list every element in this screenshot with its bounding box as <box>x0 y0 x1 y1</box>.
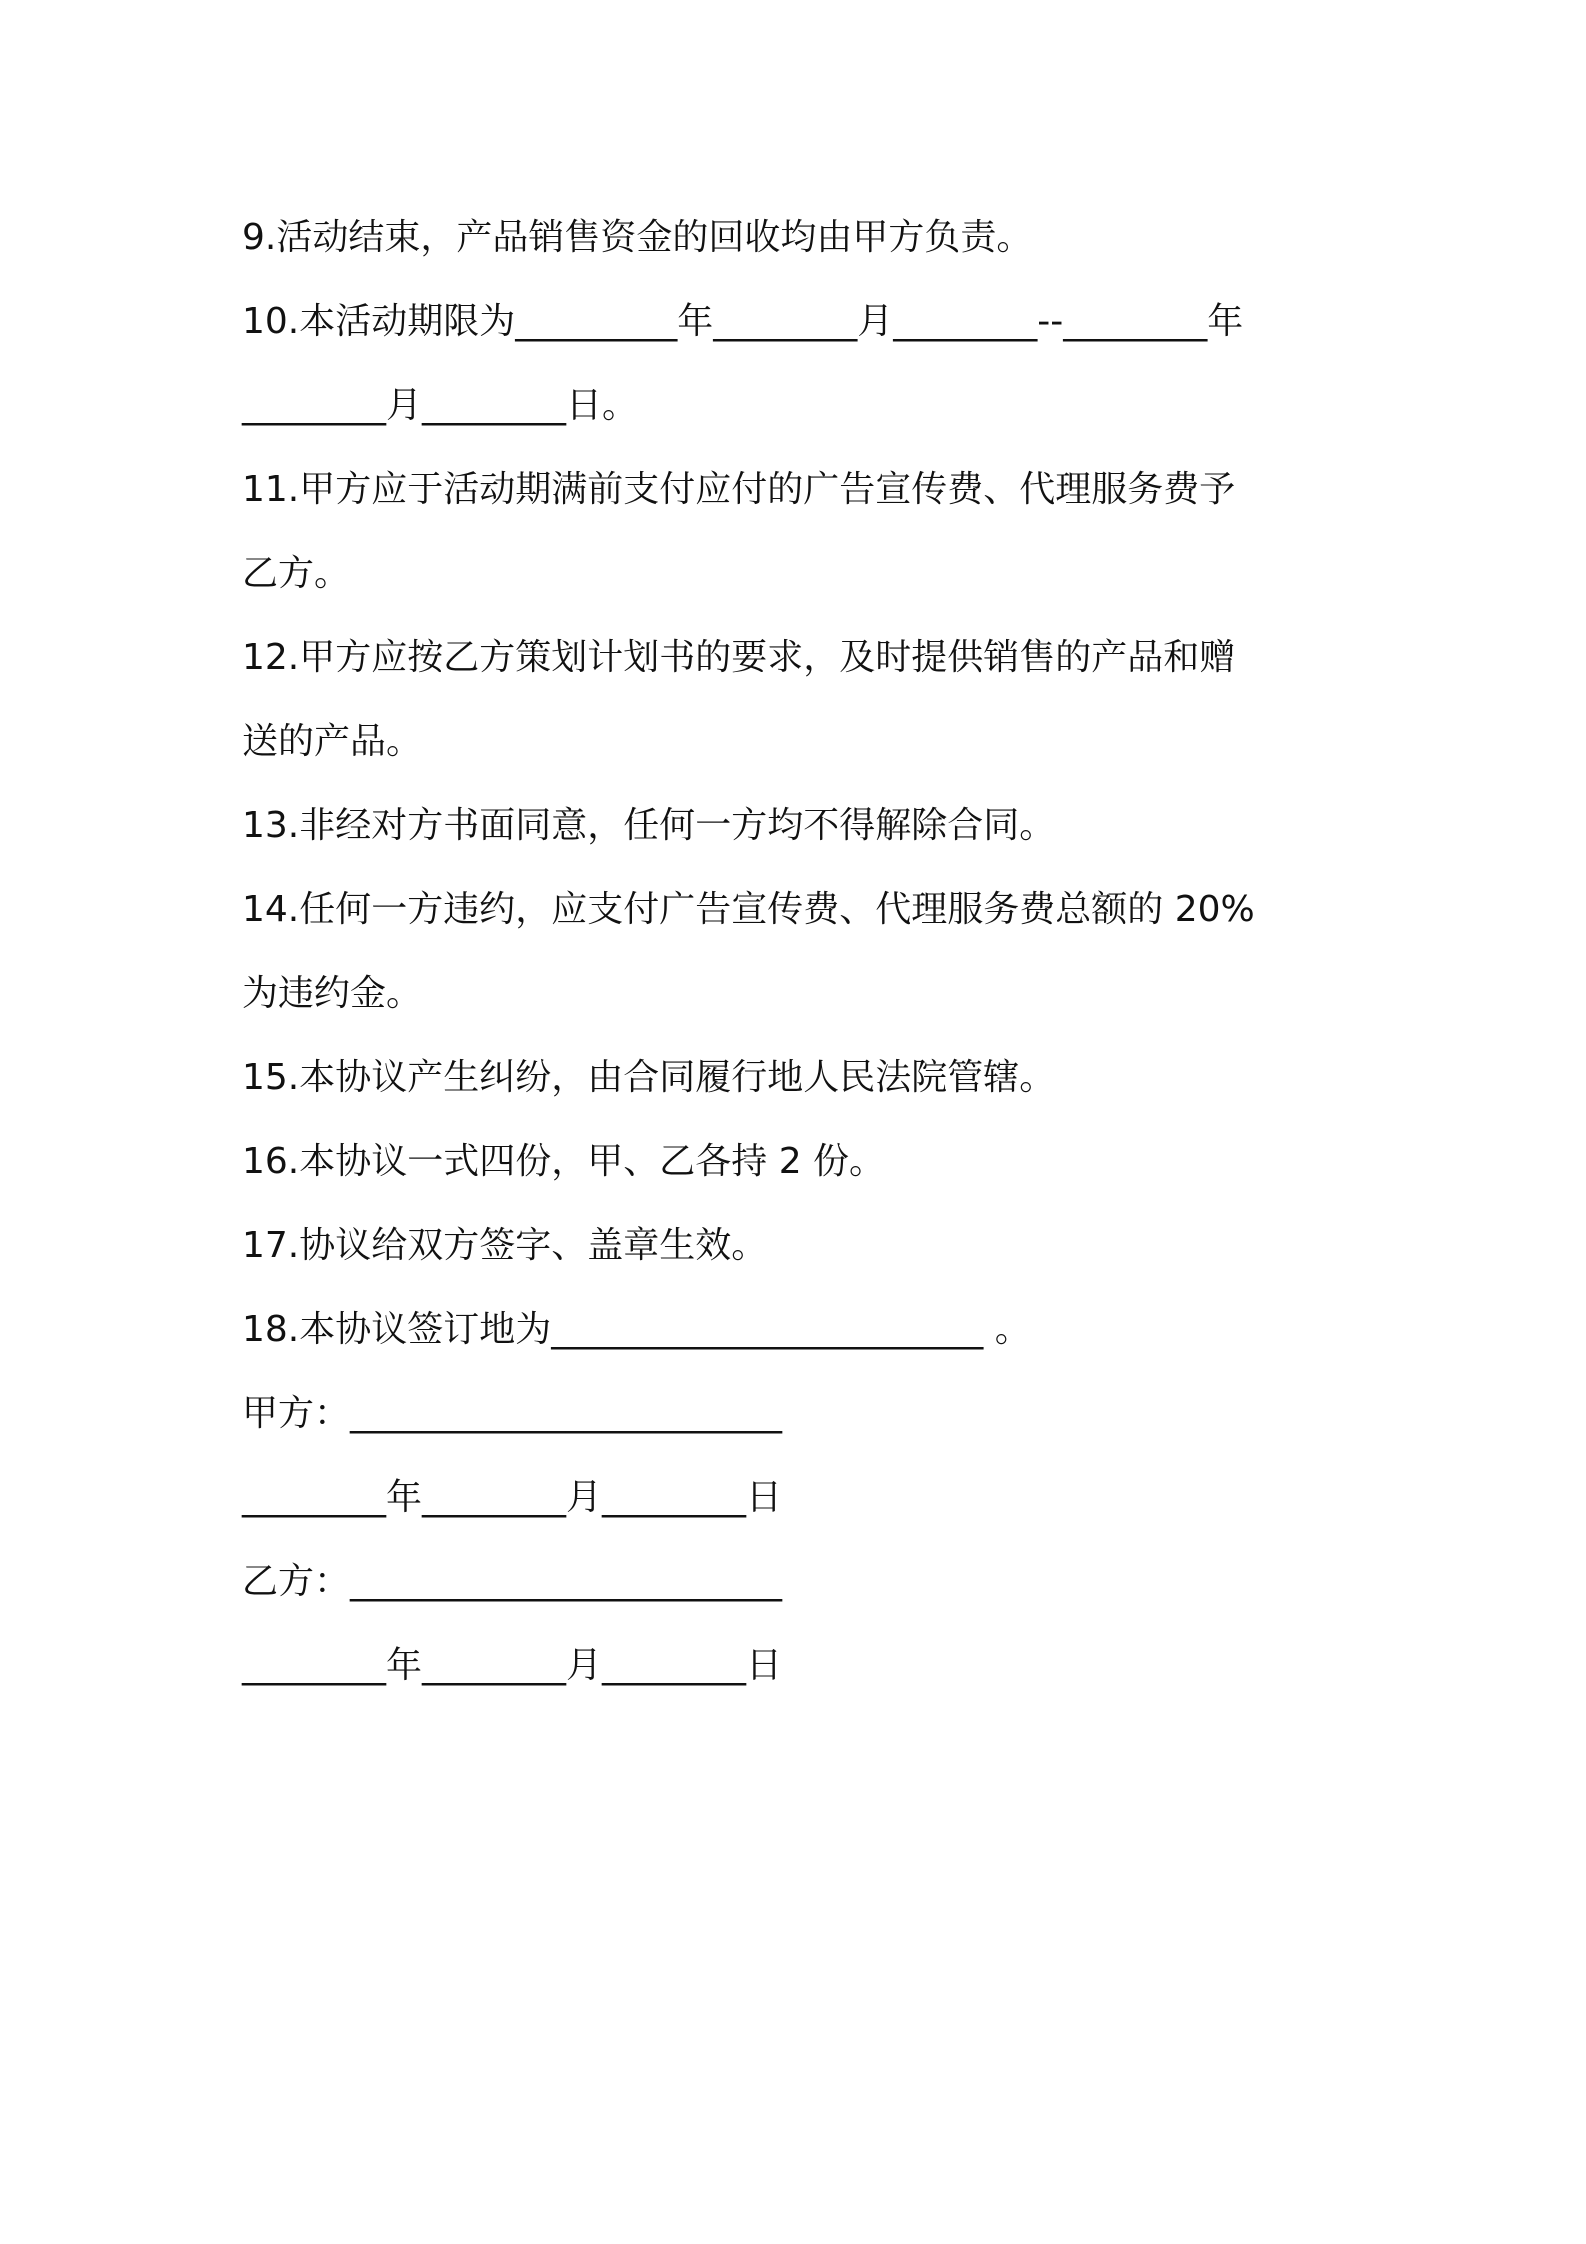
clause-14-line-1: 14.任何一方违约，应支付广告宣传费、代理服务费总额的 20% <box>242 889 1255 930</box>
clause-9: 9.活动结束，产品销售资金的回收均由甲方负责。 <box>242 217 1033 258</box>
clause-12-line-2: 送的产品。 <box>242 721 423 762</box>
clause-12-line-1: 12.甲方应按乙方策划计划书的要求，及时提供销售的产品和赠 <box>242 637 1236 678</box>
clause-18: 18.本协议签订地为________________________ 。 <box>242 1309 1031 1350</box>
clause-11-line-1: 11.甲方应于活动期满前支付应付的广告宣传费、代理服务费予 <box>242 469 1236 510</box>
clause-13: 13.非经对方书面同意，任何一方均不得解除合同。 <box>242 805 1056 846</box>
party-b-signature-line: 乙方：________________________ <box>242 1561 783 1602</box>
clause-16: 16.本协议一式四份，甲、乙各持 2 份。 <box>242 1141 886 1182</box>
clause-11-line-2: 乙方。 <box>242 553 351 594</box>
party-a-date-line: ________年________月________日 <box>242 1477 782 1518</box>
party-b-date-line: ________年________月________日 <box>242 1645 782 1686</box>
clause-14-line-2: 为违约金。 <box>242 973 423 1014</box>
party-a-signature-line: 甲方：________________________ <box>242 1393 783 1434</box>
clause-10-line-1: 10.本活动期限为_________年________月________--________年 <box>242 301 1244 342</box>
contract-text <box>242 196 1357 1708</box>
clause-15: 15.本协议产生纠纷，由合同履行地人民法院管辖。 <box>242 1057 1056 1098</box>
clause-10-line-2: ________月________日。 <box>242 385 639 426</box>
clause-17: 17.协议给双方签字、盖章生效。 <box>242 1225 768 1266</box>
